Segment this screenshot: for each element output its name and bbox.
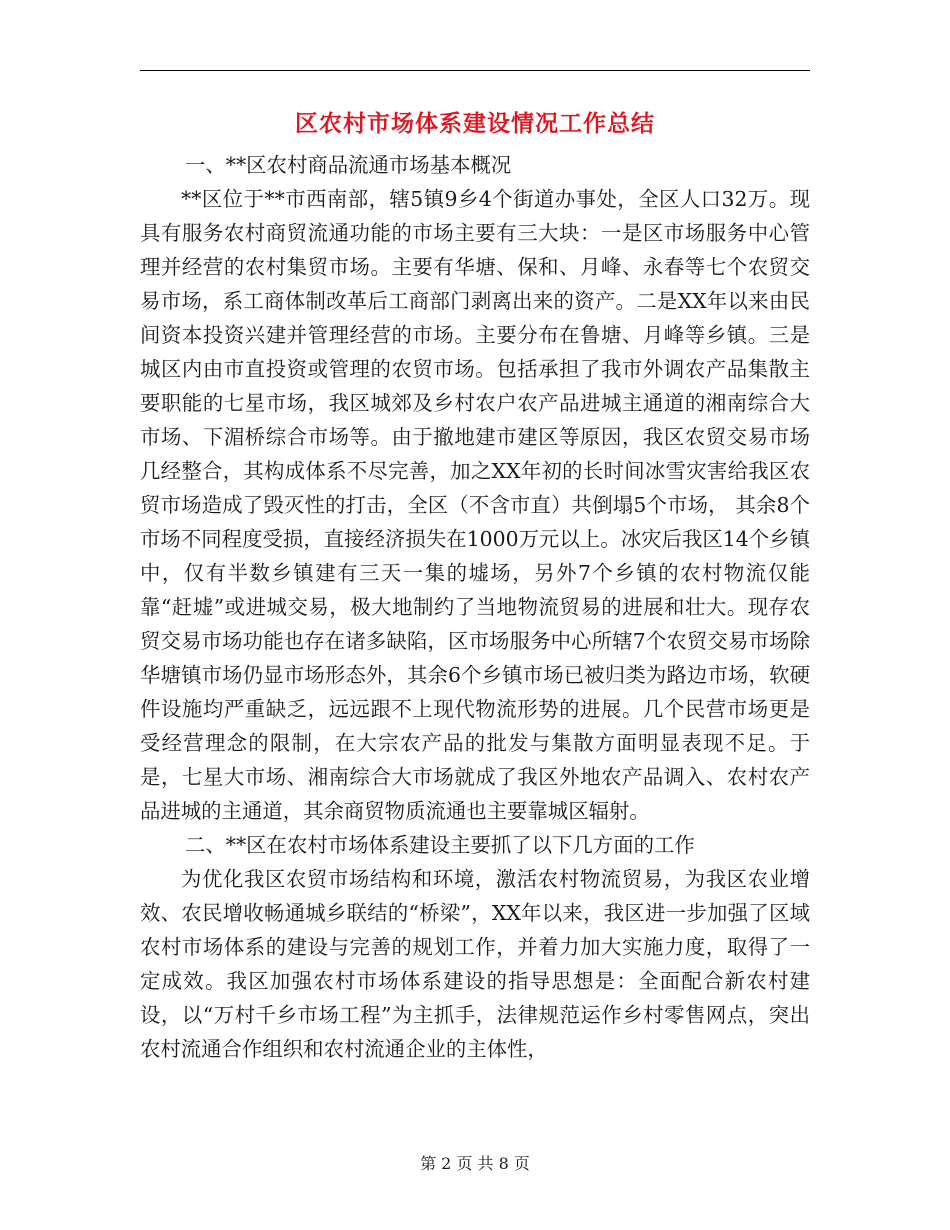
document-body bbox=[140, 148, 810, 1066]
section-1-heading: 一、**区农村商品流通市场基本概况 bbox=[185, 153, 512, 177]
document-title: 区农村市场体系建设情况工作总结 bbox=[295, 110, 655, 137]
section-2-paragraph: 为优化我区农贸市场结构和环境，激活农村物流贸易，为我区农业增效、农民增收畅通城乡联结的“桥梁”，XX年以来，我区进一步加强了区域农村市场体系的建设与完善的规划工作，并着力加大实施力度，取得了一定成效。我区加强农村市场体系建设的指导思想是：全面配合新农村建设，以“万村千乡市场工程”为主抓手，法律规范运作乡村零售网点，突出农村流通合作组织和农村流通企业的主体性， bbox=[140, 867, 810, 1061]
header-rule bbox=[140, 70, 810, 71]
section-1-paragraph: **区位于**市西南部，辖5镇9乡4个街道办事处，全区人口32万。现具有服务农村商贸流通功能的市场主要有三大块：一是区市场服务中心管理并经营的农村集贸市场。主要有华塘、保和、月峰、永春等七个农贸交易市场，系工商体制改革后工商部门剥离出来的资产。二是XX年以来由民间资本投资兴建并管理经营的市场。主要分布在鲁塘、月峰等乡镇。三是城区内由市直投资或管理的农贸市场。包括承担了我市外调农产品集散主要职能的七星市场，我区城郊及乡村农户农产品进城主通道的湘南综合大市场、下湄桥综合市场等。由于撤地建市建区等原因，我区农贸交易市场几经整合，其构成体系不尽完善，加之XX年初的长时间冰雪灾害给我区农贸市场造成了毁灭性的打击，全区（不含市直）共倒塌5个市场， 其余8个市场不同程度受损，直接经济损失在1000万元以上。冰灾后我区14个乡镇中，仅有半数乡镇建有三天一集的墟场，另外7个乡镇的农村物流仅能靠“赶墟”或进城交易，极大地制约了当地物流贸易的进展和壮大。现存农贸交易市场功能也存在诸多缺陷，区市场服务中心所辖7个农贸交易市场除华塘镇市场仍显市场形态外，其余6个乡镇市场已被归类为路边市场，软硬件设施均严重缺乏，远远跟不上现代物流形势的进展。几个民营市场更是受经营理念的限制，在大宗农产品的批发与集散方面明显表现不足。于是，七星大市场、湘南综合大市场就成了我区外地农产品调入、农村农产品进城的主通道，其余商贸物质流通也主要靠城区辐射。 bbox=[140, 187, 810, 823]
section-2-heading: 二、**区在农村市场体系建设主要抓了以下几方面的工作 bbox=[185, 833, 695, 857]
page-footer: 第 2 页 共 8 页 bbox=[420, 1154, 530, 1173]
